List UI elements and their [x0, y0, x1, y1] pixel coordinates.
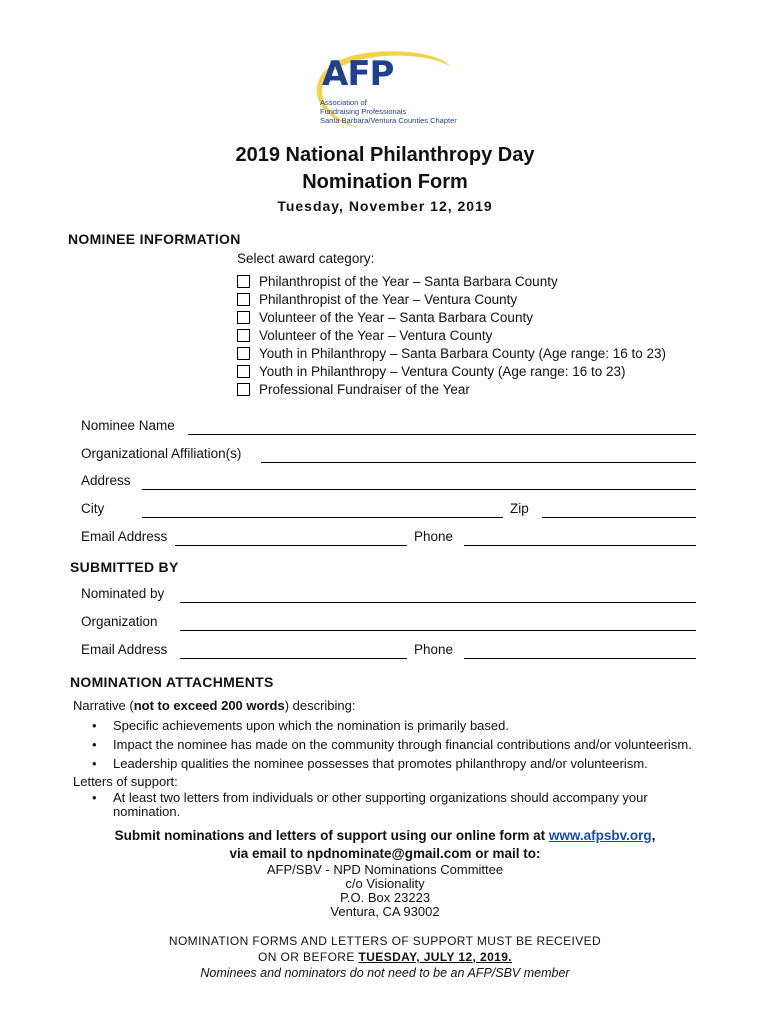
attachments-heading: NOMINATION ATTACHMENTS: [70, 674, 274, 690]
category-prompt: Select award category:: [237, 251, 375, 266]
form-title-line-1: 2019 National Philanthropy Day: [235, 144, 535, 166]
category-label: Philanthropist of the Year – Ventura County: [259, 292, 518, 307]
checkbox[interactable]: [237, 275, 250, 288]
deadline-line-2: [0, 950, 770, 964]
submitter-email-label: Email Address: [81, 642, 168, 657]
address-label: Address: [81, 473, 131, 488]
form-title-line-2: Nomination Form: [302, 171, 468, 193]
mail-address-line: Ventura, CA 93002: [330, 904, 440, 919]
nominated-by-label: Nominated by: [81, 586, 165, 601]
bullet-text: Leadership qualities the nominee possesses that promotes philanthropy and/or volunteerism.: [113, 756, 648, 771]
logo-line-3: Santa Barbara/Ventura Counties Chapter: [320, 116, 457, 125]
mail-address-line: AFP/SBV - NPD Nominations Committee: [266, 862, 504, 877]
mail-address-line: c/o Visionality: [345, 876, 425, 891]
narrative-pre: Narrative (: [73, 698, 134, 713]
nominee-name-label: Nominee Name: [81, 418, 175, 433]
bullet-text: At least two letters from individuals or other supporting organizations should accompany your: [113, 790, 648, 805]
email-label: Email Address: [81, 529, 168, 544]
nominee-name-field[interactable]: [188, 434, 696, 435]
logo-line-2: Fundraising Professionals: [320, 107, 407, 116]
category-option[interactable]: [237, 345, 666, 362]
mail-address-line: P.O. Box 23223: [339, 890, 431, 905]
zip-field[interactable]: [542, 517, 696, 518]
category-option[interactable]: [237, 363, 626, 380]
category-option[interactable]: [237, 381, 470, 398]
category-label: Youth in Philanthropy – Santa Barbara County (Age range: 16 to 23): [259, 346, 667, 361]
logo-letters: AFP: [322, 54, 394, 94]
affiliation-field[interactable]: [261, 462, 696, 463]
submitter-phone-field[interactable]: [464, 658, 696, 659]
narrative-limit: not to exceed 200 words: [133, 698, 285, 713]
bullet-text: Impact the nominee has made on the community through financial contributions and/or volunteerism.: [113, 737, 692, 752]
checkbox[interactable]: [237, 383, 250, 396]
email-field[interactable]: [175, 545, 407, 546]
category-label: Volunteer of the Year – Ventura County: [259, 328, 493, 343]
organization-field[interactable]: [180, 630, 696, 631]
zip-label: Zip: [510, 501, 529, 516]
submitter-phone-label: Phone: [414, 642, 454, 657]
deadline-date: TUESDAY, JULY 12, 2019.: [358, 950, 513, 964]
category-label: Professional Fundraiser of the Year: [259, 382, 470, 397]
deadline-line-1: NOMINATION FORMS AND LETTERS OF SUPPORT MUST BE RECEIVED: [168, 934, 602, 948]
city-field[interactable]: [142, 517, 503, 518]
phone-field[interactable]: [464, 545, 696, 546]
letters-bullet-continued: nomination.: [113, 804, 181, 819]
category-option[interactable]: [237, 309, 533, 326]
event-date: Tuesday, November 12, 2019: [277, 198, 493, 214]
category-option[interactable]: [237, 327, 492, 344]
checkbox[interactable]: [237, 365, 250, 378]
letters-label: Letters of support:: [73, 774, 178, 789]
category-label: Volunteer of the Year – Santa Barbara County: [259, 310, 533, 325]
narrative-bullet: • Leadership qualities the nominee possesses that promotes philanthropy and/or volunteerism.: [92, 756, 648, 771]
phone-label: Phone: [414, 529, 454, 544]
narrative-bullet: • Impact the nominee has made on the community through financial contributions and/or volunteerism.: [92, 737, 692, 752]
deadline-pre: ON OR BEFORE: [257, 950, 359, 964]
category-option[interactable]: [237, 273, 558, 290]
checkbox[interactable]: [237, 329, 250, 342]
submit-comma: ,: [651, 828, 656, 843]
narrative-post: ) describing:: [284, 698, 356, 713]
bullet-text: Specific achievements upon which the nomination is primarily based.: [113, 718, 509, 733]
membership-note: Nominees and nominators do not need to be an AFP/SBV member: [200, 966, 570, 980]
submit-line-2: via email to npdnominate@gmail.com or mail to:: [229, 846, 541, 861]
checkbox[interactable]: [237, 293, 250, 306]
nominee-heading: NOMINEE INFORMATION: [68, 231, 241, 247]
submit-text: Submit nominations and letters of support using our online form at: [114, 828, 549, 843]
address-field[interactable]: [142, 489, 696, 490]
category-label: Philanthropist of the Year – Santa Barbara County: [259, 274, 558, 289]
submit-line-1: [0, 828, 770, 843]
checkbox[interactable]: [237, 311, 250, 324]
letters-bullet: • At least two letters from individuals or other supporting organizations should accompany your: [92, 790, 648, 805]
afp-logo: [300, 46, 475, 136]
narrative-intro: [73, 698, 356, 713]
category-option[interactable]: [237, 291, 517, 308]
city-label: City: [81, 501, 105, 516]
submitter-email-field[interactable]: [180, 658, 407, 659]
narrative-bullet: • Specific achievements upon which the nomination is primarily based.: [92, 718, 509, 733]
logo-line-1: Association of: [320, 98, 367, 107]
checkbox[interactable]: [237, 347, 250, 360]
category-label: Youth in Philanthropy – Ventura County (Age range: 16 to 23): [259, 364, 626, 379]
submitted-heading: SUBMITTED BY: [70, 559, 179, 575]
organization-label: Organization: [81, 614, 158, 629]
nominated-by-field[interactable]: [180, 602, 696, 603]
website-link[interactable]: www.afpsbv.org: [548, 828, 652, 843]
affiliation-label: Organizational Affiliation(s): [81, 446, 242, 461]
